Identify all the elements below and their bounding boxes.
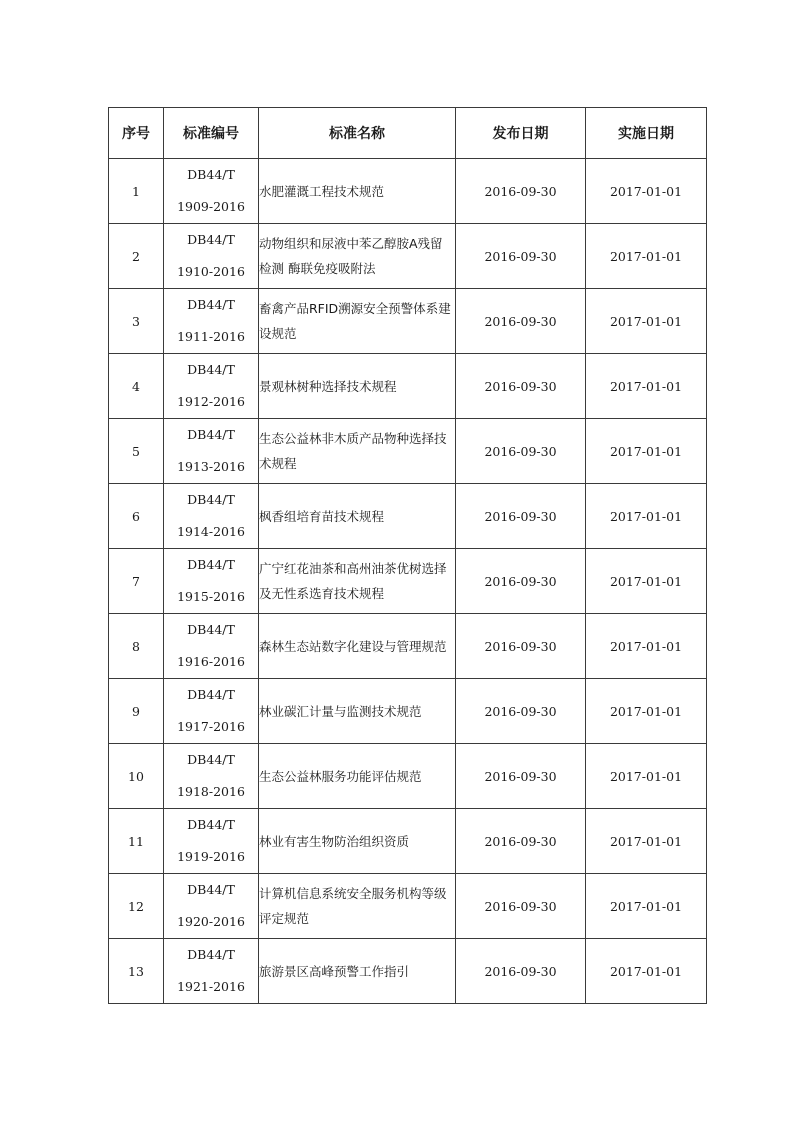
- effective-date-cell: 2017-01-01: [586, 744, 707, 809]
- standard-code-prefix: DB44/T: [187, 817, 235, 832]
- standard-code-cell: [164, 614, 259, 679]
- standard-code-cell: [164, 354, 259, 419]
- serial-number-cell: 5: [109, 419, 164, 484]
- serial-number-cell: 12: [109, 874, 164, 939]
- table-row: [109, 614, 707, 679]
- standard-code-cell: [164, 939, 259, 1004]
- effective-date-cell: 2017-01-01: [586, 939, 707, 1004]
- standard-code-suffix: 1911-2016: [177, 329, 245, 344]
- standard-code-suffix: 1920-2016: [177, 914, 245, 929]
- standard-name-cell: 森林生态站数字化建设与管理规范: [259, 614, 456, 679]
- effective-date-cell: 2017-01-01: [586, 159, 707, 224]
- standard-code-suffix: 1912-2016: [177, 394, 245, 409]
- standard-code-prefix: DB44/T: [187, 362, 235, 377]
- serial-number-cell: 2: [109, 224, 164, 289]
- standard-code-suffix: 1921-2016: [177, 979, 245, 994]
- standards-table: [108, 107, 707, 1004]
- standard-code-suffix: 1917-2016: [177, 719, 245, 734]
- standard-code-prefix: DB44/T: [187, 687, 235, 702]
- standard-code-cell: [164, 874, 259, 939]
- serial-number-cell: 7: [109, 549, 164, 614]
- serial-number-cell: 11: [109, 809, 164, 874]
- header-standard-code: 标准编号: [164, 108, 259, 159]
- standard-code-cell: [164, 549, 259, 614]
- standard-code-cell: [164, 289, 259, 354]
- table-row: [109, 224, 707, 289]
- standard-code-suffix: 1909-2016: [177, 199, 245, 214]
- serial-number-cell: 13: [109, 939, 164, 1004]
- standard-name-cell: 畜禽产品RFID溯源安全预警体系建设规范: [259, 289, 456, 354]
- publish-date-cell: 2016-09-30: [456, 874, 586, 939]
- standard-name-cell: 生态公益林服务功能评估规范: [259, 744, 456, 809]
- publish-date-cell: 2016-09-30: [456, 549, 586, 614]
- serial-number-cell: 1: [109, 159, 164, 224]
- effective-date-cell: 2017-01-01: [586, 809, 707, 874]
- standard-code-prefix: DB44/T: [187, 622, 235, 637]
- standard-code-suffix: 1918-2016: [177, 784, 245, 799]
- effective-date-cell: 2017-01-01: [586, 614, 707, 679]
- standard-code-prefix: DB44/T: [187, 752, 235, 767]
- standard-name-cell: 枫香组培育苗技术规程: [259, 484, 456, 549]
- standard-code-cell: [164, 679, 259, 744]
- standard-code-cell: [164, 809, 259, 874]
- publish-date-cell: 2016-09-30: [456, 939, 586, 1004]
- publish-date-cell: 2016-09-30: [456, 354, 586, 419]
- effective-date-cell: 2017-01-01: [586, 354, 707, 419]
- standard-code-cell: [164, 484, 259, 549]
- publish-date-cell: 2016-09-30: [456, 159, 586, 224]
- table-row: [109, 874, 707, 939]
- header-publish-date: 发布日期: [456, 108, 586, 159]
- publish-date-cell: 2016-09-30: [456, 419, 586, 484]
- publish-date-cell: 2016-09-30: [456, 614, 586, 679]
- standard-code-cell: [164, 419, 259, 484]
- standard-code-prefix: DB44/T: [187, 947, 235, 962]
- standard-code-prefix: DB44/T: [187, 427, 235, 442]
- standard-code-suffix: 1910-2016: [177, 264, 245, 279]
- standard-code-cell: [164, 159, 259, 224]
- table-row: [109, 679, 707, 744]
- publish-date-cell: 2016-09-30: [456, 809, 586, 874]
- standard-code-prefix: DB44/T: [187, 882, 235, 897]
- standard-code-prefix: DB44/T: [187, 167, 235, 182]
- table-header: [109, 108, 707, 159]
- standard-code-suffix: 1914-2016: [177, 524, 245, 539]
- publish-date-cell: 2016-09-30: [456, 224, 586, 289]
- table-row: [109, 419, 707, 484]
- effective-date-cell: 2017-01-01: [586, 419, 707, 484]
- standard-name-cell: 旅游景区高峰预警工作指引: [259, 939, 456, 1004]
- standard-name-cell: 林业碳汇计量与监测技术规范: [259, 679, 456, 744]
- publish-date-cell: 2016-09-30: [456, 289, 586, 354]
- standard-code-suffix: 1915-2016: [177, 589, 245, 604]
- effective-date-cell: 2017-01-01: [586, 679, 707, 744]
- header-serial-number: 序号: [109, 108, 164, 159]
- publish-date-cell: 2016-09-30: [456, 744, 586, 809]
- publish-date-cell: 2016-09-30: [456, 484, 586, 549]
- table-row: [109, 549, 707, 614]
- standard-code-prefix: DB44/T: [187, 297, 235, 312]
- effective-date-cell: 2017-01-01: [586, 289, 707, 354]
- header-effective-date: 实施日期: [586, 108, 707, 159]
- serial-number-cell: 6: [109, 484, 164, 549]
- table-row: [109, 354, 707, 419]
- effective-date-cell: 2017-01-01: [586, 484, 707, 549]
- publish-date-cell: 2016-09-30: [456, 679, 586, 744]
- table-row: [109, 159, 707, 224]
- standard-code-suffix: 1913-2016: [177, 459, 245, 474]
- standard-name-cell: 水肥灌溉工程技术规范: [259, 159, 456, 224]
- serial-number-cell: 10: [109, 744, 164, 809]
- header-standard-name: 标准名称: [259, 108, 456, 159]
- table-body: [109, 159, 707, 1004]
- table-row: [109, 289, 707, 354]
- serial-number-cell: 9: [109, 679, 164, 744]
- standard-name-cell: 景观林树种选择技术规程: [259, 354, 456, 419]
- table-row: [109, 939, 707, 1004]
- standard-code-prefix: DB44/T: [187, 492, 235, 507]
- effective-date-cell: 2017-01-01: [586, 224, 707, 289]
- serial-number-cell: 3: [109, 289, 164, 354]
- standard-code-prefix: DB44/T: [187, 232, 235, 247]
- standard-code-cell: [164, 744, 259, 809]
- serial-number-cell: 8: [109, 614, 164, 679]
- standard-code-suffix: 1919-2016: [177, 849, 245, 864]
- standard-name-cell: 计算机信息系统安全服务机构等级评定规范: [259, 874, 456, 939]
- standard-code-suffix: 1916-2016: [177, 654, 245, 669]
- standard-code-prefix: DB44/T: [187, 557, 235, 572]
- standard-code-cell: [164, 224, 259, 289]
- standard-name-cell: 林业有害生物防治组织资质: [259, 809, 456, 874]
- serial-number-cell: 4: [109, 354, 164, 419]
- standard-name-cell: 广宁红花油茶和高州油茶优树选择及无性系选育技术规程: [259, 549, 456, 614]
- table-row: [109, 484, 707, 549]
- standard-name-cell: 生态公益林非木质产品物种选择技术规程: [259, 419, 456, 484]
- standard-name-cell: 动物组织和尿液中苯乙醇胺A残留检测 酶联免疫吸附法: [259, 224, 456, 289]
- effective-date-cell: 2017-01-01: [586, 549, 707, 614]
- table-row: [109, 809, 707, 874]
- header-row: [109, 108, 707, 159]
- effective-date-cell: 2017-01-01: [586, 874, 707, 939]
- table-row: [109, 744, 707, 809]
